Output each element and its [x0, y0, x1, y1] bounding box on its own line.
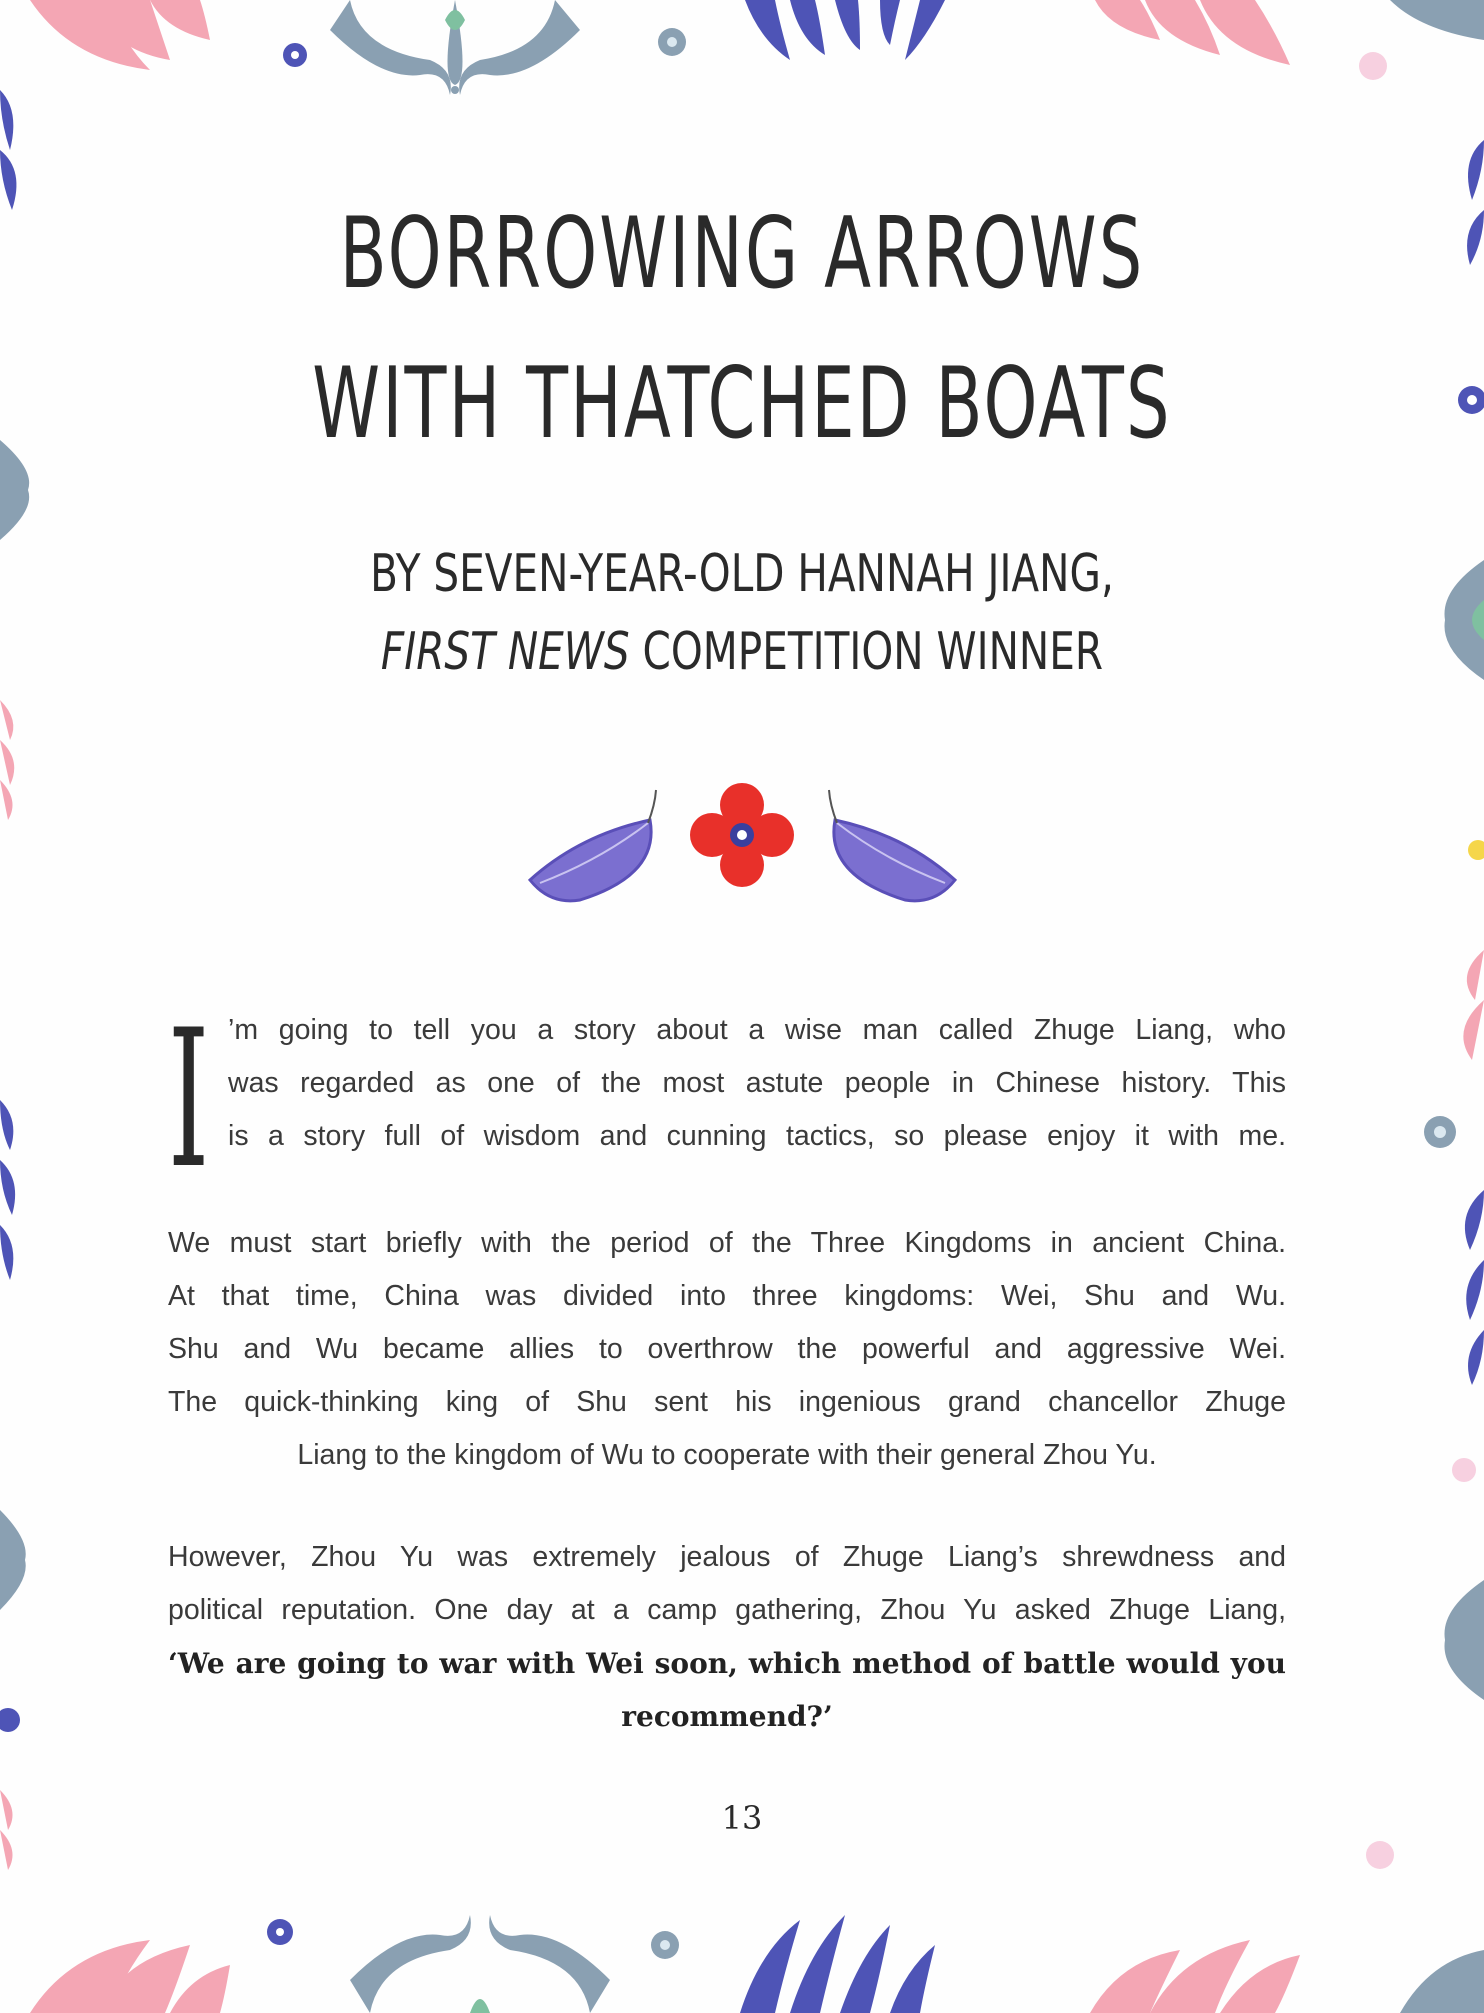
slate-ornament-icon [1390, 0, 1484, 40]
pink-fern-icon [30, 0, 210, 70]
text-line: We must start briefly with the period of the Three Kingdoms in ancient China. [168, 1227, 1286, 1259]
flower-icon [1452, 1458, 1476, 1482]
flower-icon [1366, 1841, 1394, 1869]
flower-icon [1359, 52, 1387, 80]
publication-name: FIRST NEWS [380, 622, 630, 682]
slate-ornament-icon [0, 1510, 26, 1610]
text-line: Liang to the kingdom of Wu to cooperate with their general Zhou Yu. [297, 1439, 1157, 1471]
paragraph-2 [168, 1217, 1286, 1482]
text-line: The quick-thinking king of Shu sent his ingenious grand chancellor Zhuge [168, 1386, 1286, 1418]
text-line: However, Zhou Yu was extremely jealous of Zhuge Liang’s shrewdness and [168, 1541, 1286, 1573]
quote-line: ‘We are going to war with Wei soon, which method of battle would you [168, 1647, 1286, 1680]
pink-fern-icon [1090, 1940, 1300, 2013]
page-title-line-2: WITH THATCHED BOATS [312, 347, 1172, 461]
blue-leaf-icon [1467, 140, 1484, 265]
blue-leaf-icon [0, 90, 16, 210]
paragraph-1 [228, 1004, 1286, 1163]
text-line: Shu and Wu became allies to overthrow the powerful and aggressive Wei. [168, 1333, 1286, 1365]
blue-leaf-icon [0, 1100, 15, 1280]
text-line: political reputation. One day at a camp gathering, Zhou Yu asked Zhuge Liang, [168, 1594, 1286, 1626]
paragraph-3 [168, 1531, 1286, 1743]
slate-ornament-icon [350, 1915, 610, 2013]
pink-fern-icon [1463, 950, 1484, 1060]
byline-award [163, 622, 1321, 682]
text-line: was regarded as one of the most astute people in Chinese history. This [228, 1067, 1286, 1099]
byline-award-text: COMPETITION WINNER [629, 622, 1104, 682]
pink-fern-icon [1095, 0, 1290, 65]
text-line: At that time, China was divided into three kingdoms: Wei, Shu and Wu. [168, 1280, 1286, 1312]
drop-cap: I [168, 989, 210, 1210]
slate-ornament-icon [0, 440, 29, 540]
text-line: is a story full of wisdom and cunning tactics, so please enjoy it with me. [228, 1120, 1286, 1152]
flower-icon [1468, 840, 1484, 860]
blue-leaf-icon [1465, 1190, 1484, 1385]
slate-ornament-icon [330, 0, 580, 95]
left-leaf-icon [530, 790, 656, 901]
slate-ornament-icon [1444, 1580, 1484, 1700]
right-leaf-icon [829, 790, 955, 901]
text-line: ’m going to tell you a story about a wise man called Zhuge Liang, who [228, 1014, 1286, 1046]
quote-line: recommend?’ [621, 1700, 833, 1733]
page-number: 13 [721, 1799, 763, 1837]
flower-icon [0, 1708, 20, 1732]
slate-ornament-icon [1400, 1950, 1484, 2013]
blue-fern-icon [745, 0, 945, 60]
leaf-flower-ornament [520, 775, 965, 925]
page-title-line-1: BORROWING ARROWS [339, 197, 1145, 311]
byline-author: BY SEVEN-YEAR-OLD HANNAH JIANG, [370, 544, 1114, 604]
blue-fern-icon [740, 1915, 935, 2013]
pink-fern-icon [30, 1940, 230, 2013]
red-flower-icon [690, 783, 794, 887]
pink-fern-icon [0, 700, 14, 820]
